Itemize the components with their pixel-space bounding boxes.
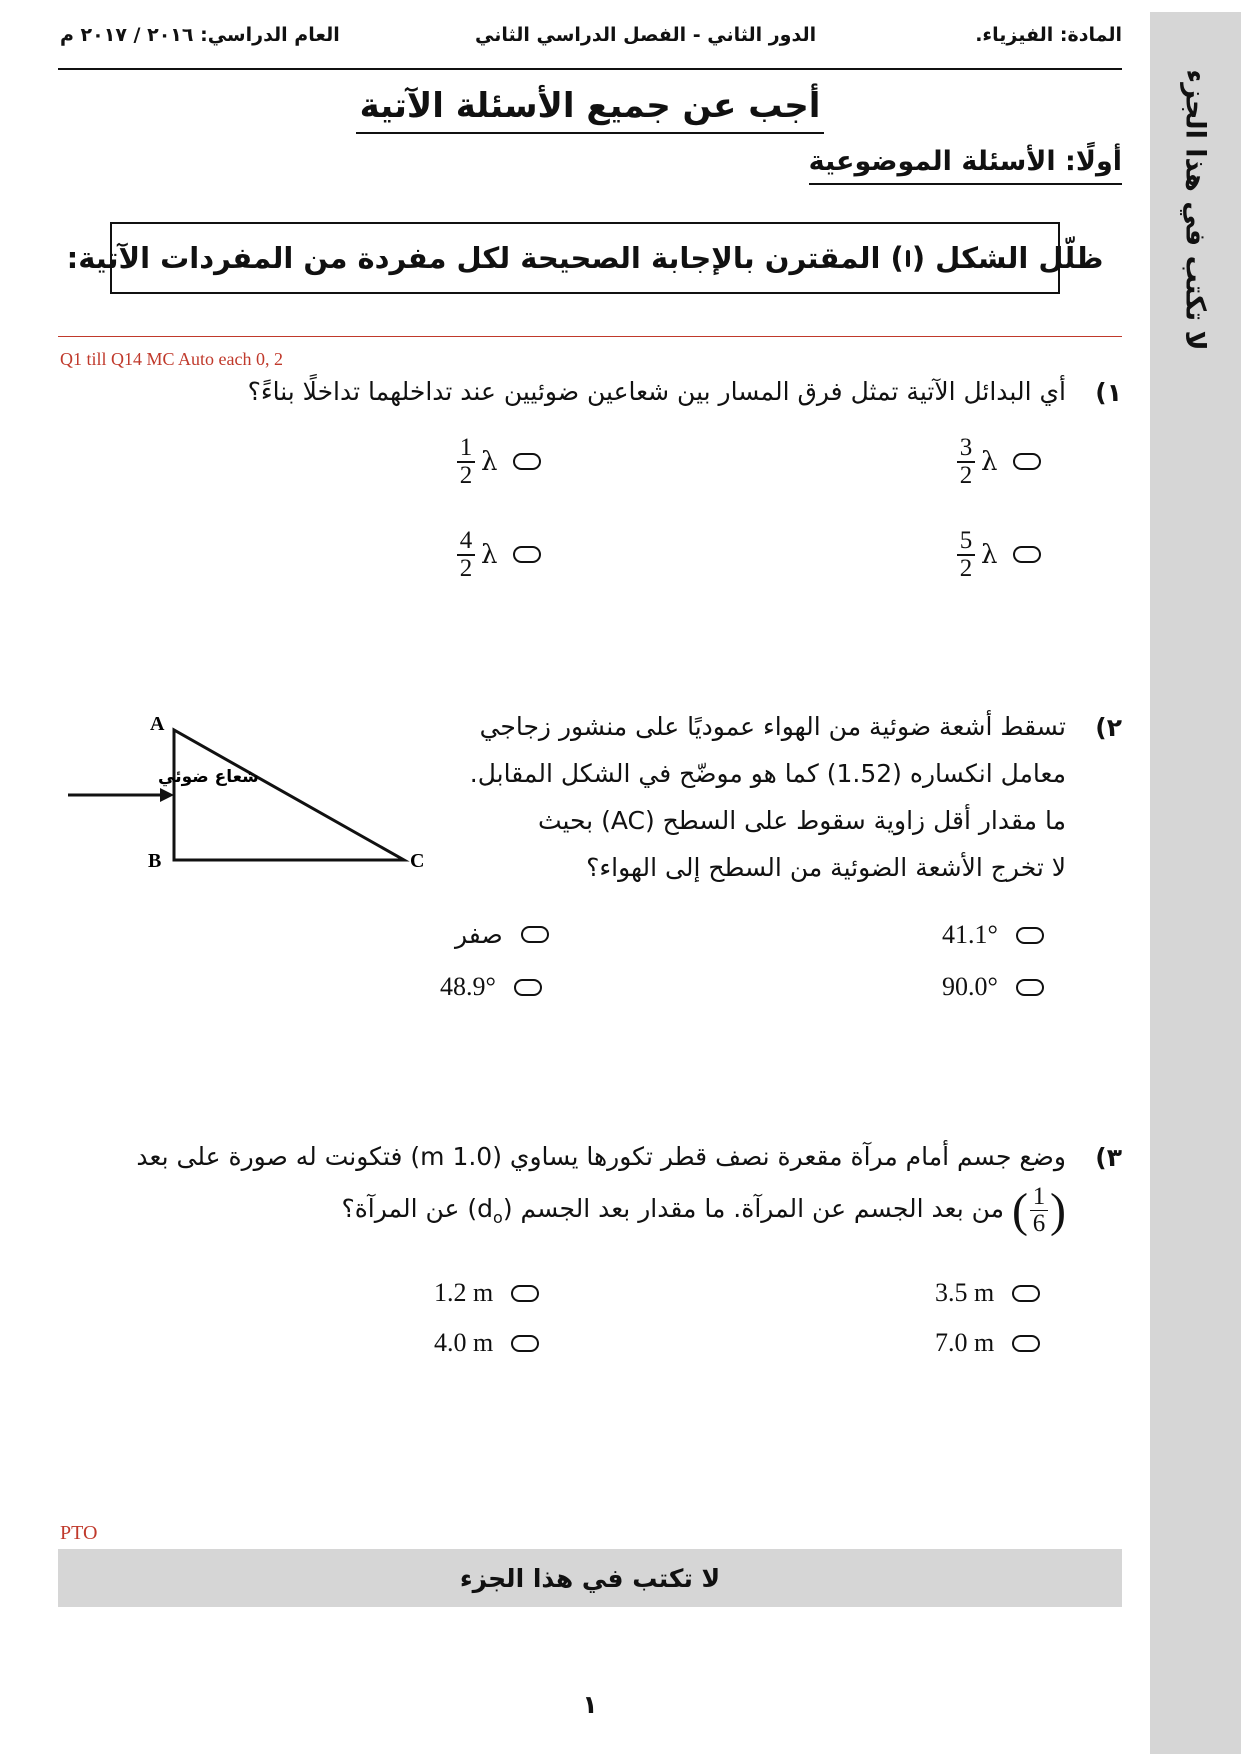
q3-number: ٣) <box>1095 1143 1122 1172</box>
q3-line-2 <box>341 1183 1066 1238</box>
answer-oval-icon[interactable] <box>1012 1335 1040 1352</box>
arrow-head-icon <box>160 788 174 802</box>
q1-option-d-fraction: $\frac{4}{2}$ <box>457 528 475 582</box>
q2-option-c-value: 90.0° <box>942 972 998 1001</box>
q3-option-c-value: 7.0 m <box>935 1328 995 1357</box>
header-subject: المادة: الفيزياء. <box>975 24 1122 46</box>
section-heading: أولًا: الأسئلة الموضوعية <box>809 146 1122 185</box>
grader-rule <box>58 336 1122 337</box>
vertex-c-label: C <box>410 850 425 872</box>
q3-option-b[interactable] <box>434 1278 539 1308</box>
q2-option-b-value: صفر <box>455 920 503 949</box>
q2-line: لا تخرج الأشعة الضوئية من السطح إلى الهواء؟ <box>586 853 1066 882</box>
answer-oval-icon[interactable] <box>513 453 541 470</box>
prism-figure <box>60 705 440 880</box>
lambda-symbol: λ <box>981 539 998 570</box>
header-term: الدور الثاني - الفصل الدراسي الثاني <box>475 24 817 46</box>
oval-symbol-icon <box>906 250 910 267</box>
side-warning-text: لا تكتب في هذا الجزء <box>1179 69 1211 351</box>
q2-text <box>466 703 1066 891</box>
q3-fraction: ( $\frac{1}{6}$ ) <box>1012 1182 1066 1238</box>
answer-oval-icon[interactable] <box>1013 546 1041 563</box>
q1-option-c-fraction: $\frac{5}{2}$ <box>957 528 975 582</box>
instruction-text-after: ) المقترن بالإجابة الصحيحة لكل مفردة من المفردات الآتية: <box>66 241 904 275</box>
answer-oval-icon[interactable] <box>1016 927 1044 944</box>
q2-option-a-value: 41.1° <box>942 920 998 949</box>
instruction-text-before: ظلّل الشكل ( <box>911 241 1104 275</box>
ray-label: شعاع ضوئي <box>158 767 259 787</box>
q2-option-b[interactable] <box>455 920 549 949</box>
prism-triangle <box>174 730 404 860</box>
page-number: ١ <box>582 1690 598 1719</box>
q3-option-b-value: 1.2 m <box>434 1278 494 1307</box>
q1-option-c[interactable] <box>957 528 1041 582</box>
q1-option-a-fraction: $\frac{3}{2}$ <box>957 435 975 489</box>
q2-option-c[interactable] <box>942 972 1044 1002</box>
header-year: العام الدراسي: ٢٠١٦ / ٢٠١٧ م <box>60 24 340 46</box>
answer-oval-icon[interactable] <box>1013 453 1041 470</box>
q3-line-1: وضع جسم أمام مرآة مقعرة نصف قطر تكورها يساوي (1.0 m) فتكونت له صورة على بعد <box>136 1142 1066 1171</box>
q3-line-2-text: من بعد الجسم عن المرآة. ما مقدار بعد الجسم $(d_o)$ عن المرآة؟ <box>341 1194 1005 1227</box>
q2-line: تسقط أشعة ضوئية من الهواء عموديًا على منشور زجاجي <box>479 712 1066 741</box>
q2-option-d-value: 48.9° <box>440 972 496 1001</box>
vertex-a-label: A <box>150 713 165 735</box>
footer-warning-bar <box>58 1549 1122 1607</box>
q1-text: أي البدائل الآتية تمثل فرق المسار بين شعاعين ضوئيين عند تداخلهما تداخلًا بناءً؟ <box>247 377 1066 406</box>
footer-warning-text: لا تكتب في هذا الجزء <box>459 1563 721 1593</box>
q1-option-a[interactable] <box>957 435 1041 489</box>
q3-option-c[interactable] <box>935 1328 1040 1358</box>
lambda-symbol: λ <box>481 539 498 570</box>
answer-oval-icon[interactable] <box>1012 1285 1040 1302</box>
page-title-wrap <box>0 86 1180 134</box>
q3-option-a-value: 3.5 m <box>935 1278 995 1307</box>
vertex-b-label: B <box>148 850 162 872</box>
q2-line: معامل انكساره (1.52) كما هو موضّح في الشكل المقابل. <box>469 759 1066 788</box>
header-rule <box>58 68 1122 70</box>
lambda-symbol: λ <box>481 446 498 477</box>
lambda-symbol: λ <box>981 446 998 477</box>
answer-oval-icon[interactable] <box>511 1285 539 1302</box>
page-title: أجب عن جميع الأسئلة الآتية <box>356 86 825 134</box>
answer-oval-icon[interactable] <box>511 1335 539 1352</box>
grader-note: Q1 till Q14 MC Auto each 0, 2 <box>60 349 283 369</box>
q1-option-b-fraction: $\frac{1}{2}$ <box>457 435 475 489</box>
answer-oval-icon[interactable] <box>521 926 549 943</box>
q2-option-d[interactable] <box>440 972 542 1002</box>
answer-oval-icon[interactable] <box>1016 979 1044 996</box>
q1-option-b[interactable] <box>457 435 541 489</box>
q2-number: ٢) <box>1095 713 1122 742</box>
answer-oval-icon[interactable] <box>513 546 541 563</box>
instruction-box <box>66 222 1104 294</box>
q2-line: ما مقدار أقل زاوية سقوط على السطح (AC) بحيث <box>537 806 1066 835</box>
answer-oval-icon[interactable] <box>514 979 542 996</box>
q2-option-a[interactable] <box>942 920 1044 950</box>
q3-option-d[interactable] <box>434 1328 539 1358</box>
q1-option-d[interactable] <box>457 528 541 582</box>
q3-option-d-value: 4.0 m <box>434 1328 494 1357</box>
pto-note: PTO <box>60 1522 98 1544</box>
q1-number: ١) <box>1095 378 1122 407</box>
q3-option-a[interactable] <box>935 1278 1040 1308</box>
